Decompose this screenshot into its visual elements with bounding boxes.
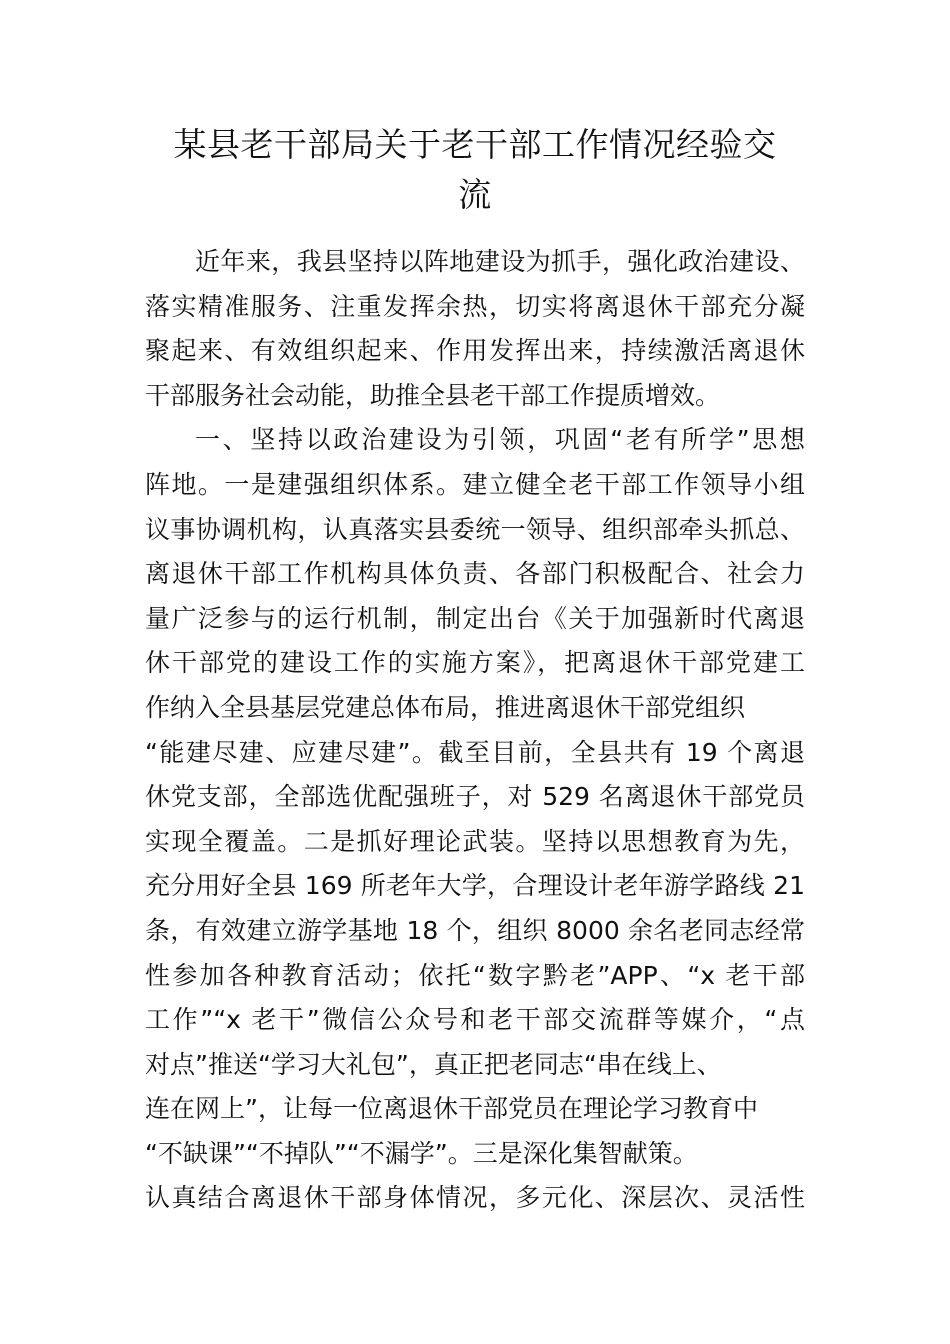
text-line: 量广泛参与的运行机制，制定出台《关于加强新时代离退 — [145, 603, 805, 633]
text-line: 对点”推送“学习大礼包”，真正把老同志“串在线上、 — [145, 1049, 722, 1079]
title-line: 某县老干部局关于老干部工作情况经验交 — [173, 125, 777, 164]
text-line: 聚起来、有效组织起来、作用发挥出来，持续激活离退休 — [145, 336, 805, 366]
text-line: 干部服务社会动能，助推全县老干部工作提质增效。 — [145, 380, 721, 410]
text-line: 休干部党的建设工作的实施方案》，把离退休干部党建工 — [145, 648, 805, 678]
document-title — [0, 120, 950, 220]
text-line: 近年来，我县坚持以阵地建设为抓手，强化政治建设、 — [195, 247, 805, 276]
text-line: “能建尽建、应建尽建”。截至目前，全县共有 19 个离退 — [145, 737, 805, 767]
text-line: 一、坚持以政治建设为引领，巩固“老有所学”思想 — [195, 425, 805, 455]
text-line: 作纳入全县基层党建总体布局，推进离退休干部党组织 — [145, 692, 746, 722]
title-line: 流 — [458, 175, 492, 214]
text-line: 充分用好全县 169 所老年大学，合理设计老年游学路线 21 — [145, 871, 805, 901]
text-line: 休党支部，全部选优配强班子，对 529 名离退休干部党员 — [145, 782, 805, 812]
text-line: 离退休干部工作机构具体负责、各部门积极配合、社会力 — [145, 559, 805, 589]
text-line: 阵地。一是建强组织体系。建立健全老干部工作领导小组 — [145, 469, 805, 499]
text-line: 工作”“x 老干”微信公众号和老干部交流群等媒介，“点 — [145, 1005, 805, 1035]
text-line: 条，有效建立游学基地 18 个，组织 8000 余名老同志经常 — [145, 915, 805, 945]
text-line: 议事协调机构，认真落实县委统一领导、组织部牵头抓总、 — [145, 514, 805, 544]
paragraph-section-one — [145, 418, 805, 1221]
paragraph-intro — [145, 240, 805, 418]
text-line: 认真结合离退休干部身体情况，多元化、深层次、灵活性 — [145, 1183, 805, 1213]
document-body — [145, 240, 805, 1221]
text-line: 实现全覆盖。二是抓好理论武装。坚持以思想教育为先， — [145, 826, 805, 856]
text-line: 连在网上”，让每一位离退休干部党员在理论学习教育中 — [145, 1094, 758, 1124]
text-line: “不缺课”“不掉队”“不漏学”。三是深化集智献策。 — [145, 1138, 698, 1168]
text-line: 落实精准服务、注重发挥余热，切实将离退休干部充分凝 — [145, 291, 805, 321]
text-line: 性参加各种教育活动；依托“数字黔老”APP、“x 老干部 — [145, 960, 805, 990]
